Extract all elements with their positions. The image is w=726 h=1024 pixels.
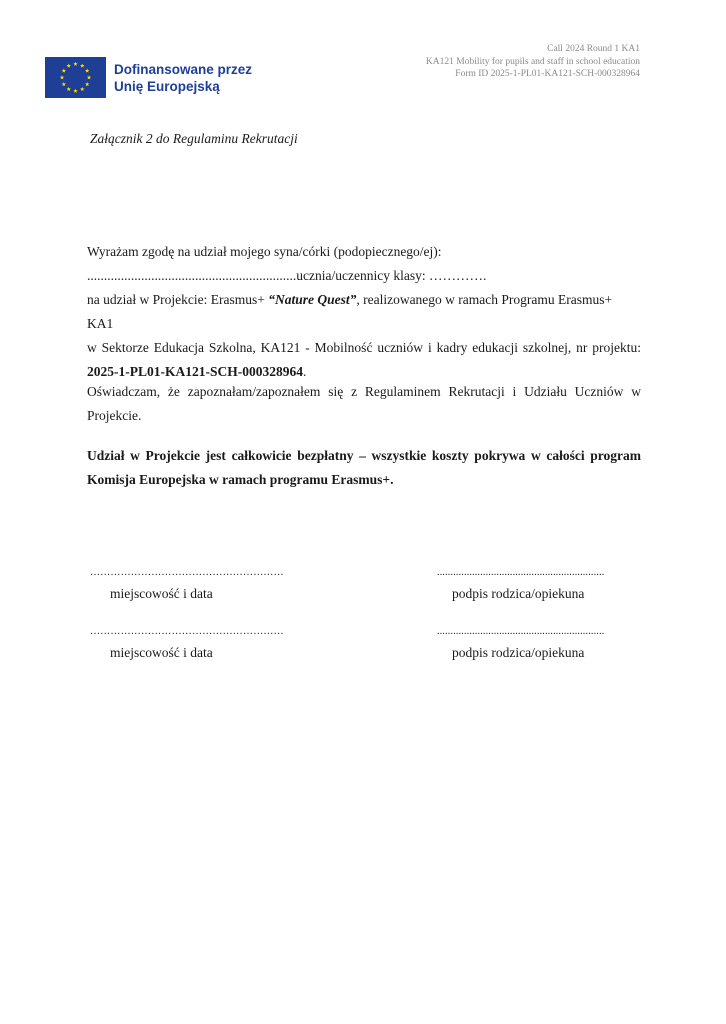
parent-signature-field-2 <box>437 627 607 661</box>
project-number: 2025-1-PL01-KA121-SCH-000328964 <box>87 364 303 379</box>
place-date-label: miejscowość i data <box>110 586 213 601</box>
parent-signature-label: podpis rodzica/opiekuna <box>452 645 585 660</box>
statement-paragraph: Oświadczam, że zapoznałam/zapoznałem się z Regulaminem Rekrutacji i Udziału Uczniów w Projekcie. <box>87 384 641 423</box>
place-date-label: miejscowość i data <box>110 645 213 660</box>
parent-signature-label: podpis rodzica/opiekuna <box>452 586 585 601</box>
eu-flag-icon <box>45 57 106 98</box>
logo-line-1: Dofinansowane przez <box>114 61 253 77</box>
eu-funding-text <box>114 61 252 95</box>
call-info: Call 2024 Round 1 KA1 <box>547 44 640 54</box>
form-info <box>426 43 640 81</box>
eu-funding-logo <box>45 57 252 98</box>
logo-line-2: Unię Europejską <box>114 78 220 94</box>
consent-line-3-end: , realizowanego w ramach Programu Erasmus+ KA1 <box>87 292 613 331</box>
action-info: KA121 Mobility for pupils and staff in school education <box>425 56 640 67</box>
place-date-field-2 <box>90 627 310 661</box>
parent-signature-field-1 <box>437 568 607 602</box>
signature-line: .............................................................. <box>437 627 605 637</box>
free-notice-paragraph: Udział w Projekcie jest całkowicie bezpłatny – wszystkie koszty pokrywa w całości program Komisja Europejska w ramach programu Erasmus+. <box>87 448 641 487</box>
consent-line-3-start: na udział w Projekcie: Erasmus+ <box>87 292 269 307</box>
project-number-suffix: . <box>303 364 307 379</box>
form-id: Form ID 2025-1-PL01-KA121-SCH-000328964 <box>455 69 640 79</box>
consent-line-2: ..............................................................ucznia/uczennicy klasy: …………. <box>87 268 487 283</box>
place-date-field-1 <box>90 568 310 602</box>
place-date-line: ………………………………………………… <box>90 627 284 637</box>
consent-paragraph <box>87 240 641 384</box>
consent-line-4: w Sektorze Edukacja Szkolna, KA121 - Mobilność uczniów i kadry edukacji szkolnej, nr projektu: <box>87 340 641 355</box>
attachment-title: Załącznik 2 do Regulaminu Rekrutacji <box>90 131 298 146</box>
place-date-line: ………………………………………………… <box>90 568 284 578</box>
consent-line-1: Wyrażam zgodę na udział mojego syna/córki (podopiecznego/ej): <box>87 244 442 259</box>
project-name: “Nature Quest” <box>268 292 357 307</box>
signature-line: .............................................................. <box>437 568 605 578</box>
consent-line-3 <box>87 288 641 336</box>
